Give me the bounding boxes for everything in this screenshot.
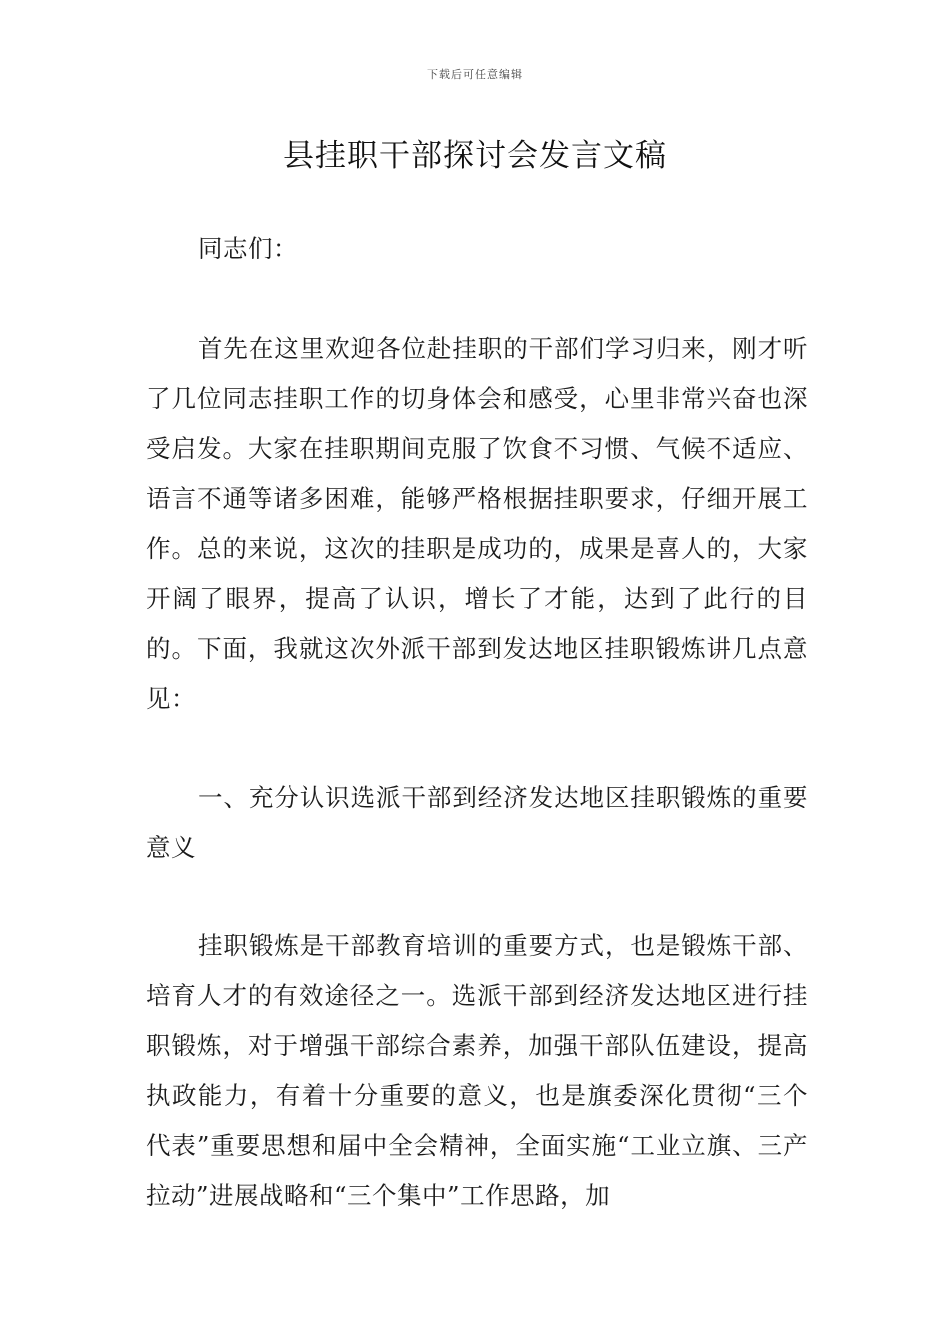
section-heading-1: 一、充分认识选派干部到经济发达地区挂职锻炼的重要意义 <box>146 783 808 862</box>
intro-paragraph: 首先在这里欢迎各位赴挂职的干部们学习归来，刚才听了几位同志挂职工作的切身体会和感受，心里非常兴奋也深受启发。大家在挂职期间克服了饮食不习惯、气候不适应、语言不通等诸多困难，能够严格根据挂职要求，仔细开展工作。总的来说，这次的挂职是成功的，成果是喜人的，大家开阔了眼界，提高了认识，增长了才能，达到了此行的目的。下面，我就这次外派干部到发达地区挂职锻炼讲几点意见： <box>146 334 808 713</box>
header-note: 下载后可任意编辑 <box>427 68 523 81</box>
document-title: 县挂职干部探讨会发言文稿 <box>283 138 667 174</box>
section-1-paragraph: 挂职锻炼是干部教育培训的重要方式，也是锻炼干部、培育人才的有效途径之一。选派干部到经济发达地区进行挂职锻炼，对于增强干部综合素养，加强干部队伍建设，提高执政能力，有着十分重要的意义，也是旗委深化贯彻“三个代表”重要思想和届中全会精神，全面实施“工业立旗、三产拉动”进展战略和“三个集中”工作思路，加 <box>146 931 808 1210</box>
salutation-paragraph: 同志们： <box>198 234 298 263</box>
